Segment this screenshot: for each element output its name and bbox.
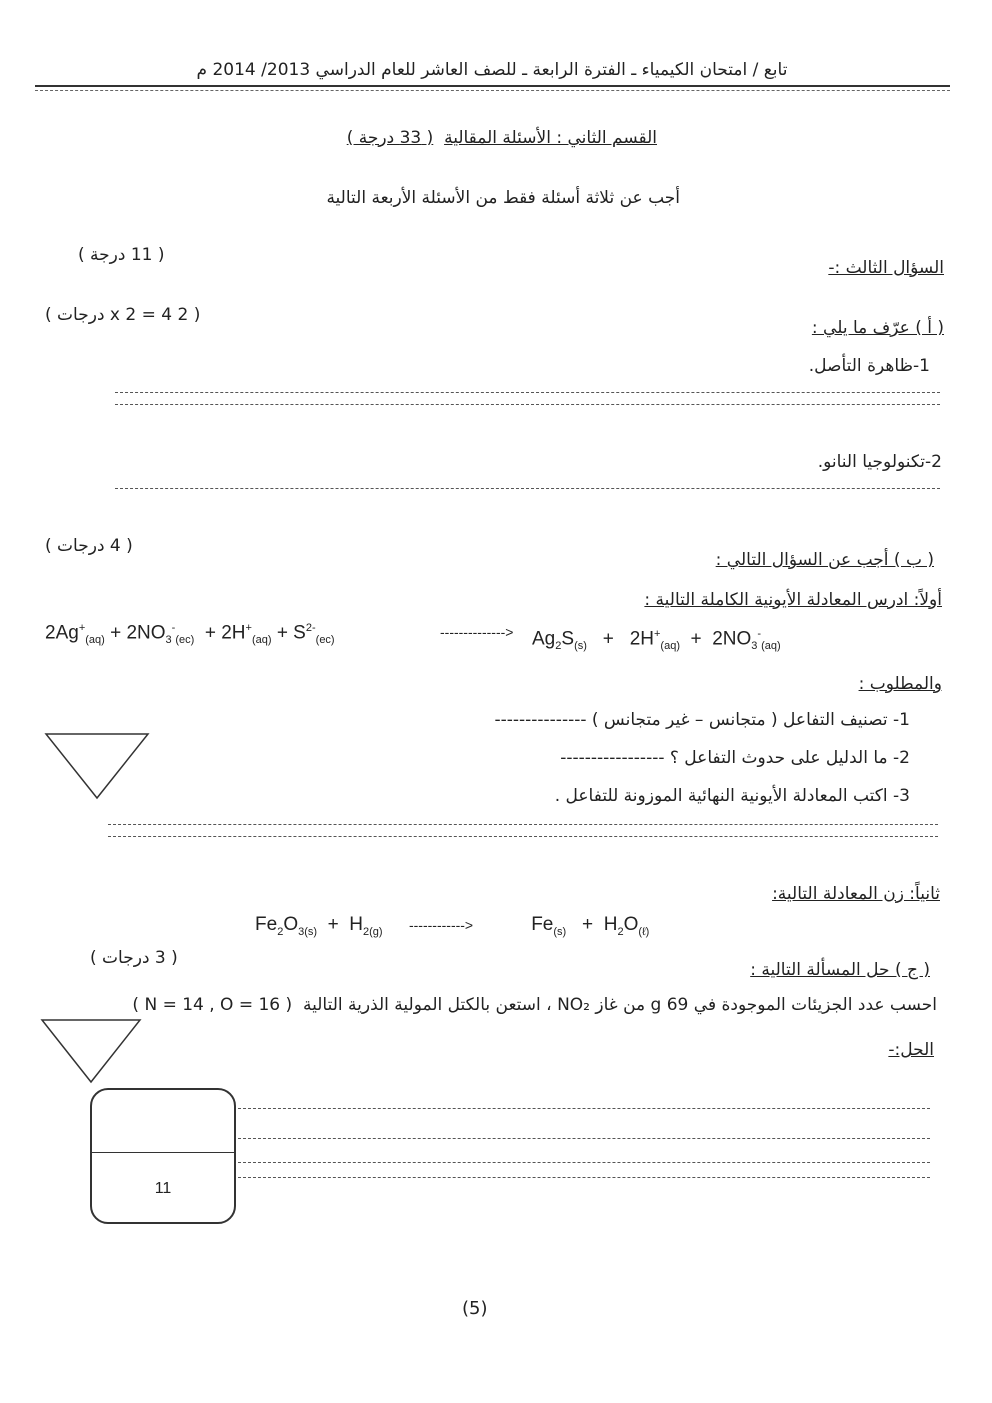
req-2: 2- ما الدليل على حدوث التفاعل ؟ ----------------- bbox=[560, 748, 910, 768]
q3c-marks: ( 3 درجات ) bbox=[90, 948, 178, 968]
q3-title: السؤال الثالث :- bbox=[828, 258, 944, 278]
balance-equation: $Fe_2O_{3(s)} + H_{2(g)}$ ------------> $Fe_{(s)}$ + $H_2O_{(\ell)}$ bbox=[255, 914, 650, 938]
req-3: 3- اكتب المعادلة الأيونية النهائية الموزونة للتفاعل . bbox=[554, 786, 910, 806]
q3c-problem bbox=[37, 995, 937, 1015]
q3b-second-label: ثانياً: زن المعادلة التالية: bbox=[772, 884, 940, 904]
score-triangle bbox=[44, 732, 152, 802]
answer-line bbox=[238, 1138, 930, 1139]
answer-line bbox=[115, 392, 940, 393]
answer-line bbox=[108, 836, 938, 837]
answer-line bbox=[238, 1177, 930, 1178]
q3b-first-label: أولاً: ادرس المعادلة الأيونية الكاملة التالية : bbox=[644, 590, 942, 610]
req-1: 1- تصنيف التفاعل ( متجانس – غير متجانس ) --------------- bbox=[494, 710, 910, 730]
ionic-equation: $2Ag^+_{(aq)} + 2NO_3^-_{(ec)} + 2H^+_{(aq)} + S^{2-}_{(ec)}$ bbox=[45, 622, 335, 647]
score-box-total: 11 bbox=[154, 1180, 172, 1197]
answer-line bbox=[115, 404, 940, 405]
page-number: (5) bbox=[462, 1298, 488, 1319]
q3-marks: ( 11 درجة ) bbox=[78, 245, 165, 265]
solution-label: الحل:- bbox=[888, 1040, 934, 1060]
reaction-arrow: --------------> bbox=[440, 624, 514, 640]
atomic-masses: ( N = 14 , O = 16 ) bbox=[132, 995, 293, 1015]
q3b-marks: ( 4 درجات ) bbox=[45, 536, 133, 556]
q3a-label: ( أ ) عرّف ما يلي : bbox=[811, 318, 944, 338]
section-title: القسم الثاني : الأسئلة المقالية bbox=[444, 128, 657, 148]
q3a-item1: 1-ظاهرة التأصل. bbox=[808, 356, 930, 376]
header-title: تابع / امتحان الكيمياء ـ الفترة الرابعة ـ للصف العاشر للعام الدراسي 2013/ 2014 م bbox=[196, 60, 788, 80]
required-label: والمطلوب : bbox=[858, 674, 942, 694]
answer-line bbox=[238, 1108, 930, 1109]
q3c-label: ( ج ) حل المسألة التالية : bbox=[750, 960, 930, 980]
answer-line bbox=[238, 1162, 930, 1163]
header-rule bbox=[35, 85, 950, 87]
q3a-marks: ( 2 x 2 = 4 درجات ) bbox=[45, 305, 201, 325]
q3a-item2: 2-تكنولوجيا النانو. bbox=[817, 452, 942, 472]
answer-line bbox=[108, 824, 938, 825]
section-header bbox=[257, 128, 657, 148]
answer-line bbox=[115, 488, 940, 489]
section-instruction: أجب عن ثلاثة أسئلة فقط من الأسئلة الأربعة التالية bbox=[326, 188, 680, 208]
problem-text: احسب عدد الجزيئات الموجودة في 69 g من غاز NO₂ ، استعن بالكتل المولية الذرية التالية bbox=[302, 995, 937, 1015]
header-rule-thin bbox=[35, 90, 950, 91]
ionic-equation-products: $Ag_2S_{(s)}$ + $2H^+_{(aq)} + 2NO_3^-_{(aq)}$ bbox=[532, 628, 781, 653]
section-marks: ( 33 درجة ) bbox=[346, 128, 434, 148]
q3b-label: ( ب ) أجب عن السؤال التالي : bbox=[715, 550, 934, 570]
score-box bbox=[90, 1088, 236, 1224]
score-triangle bbox=[40, 1018, 144, 1086]
